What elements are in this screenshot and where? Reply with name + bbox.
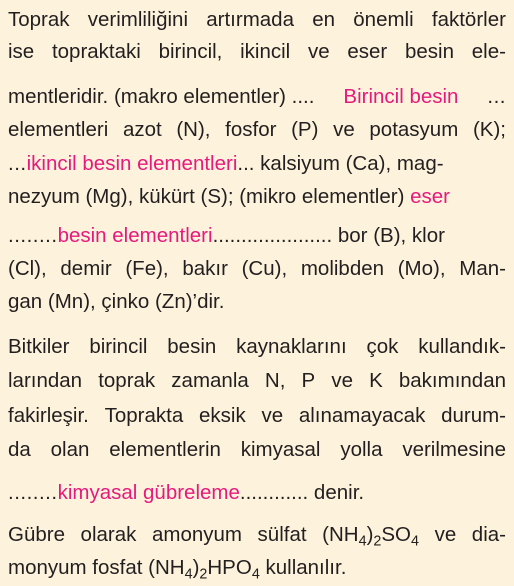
fill-dots: ... [487, 85, 506, 108]
word: bakır [182, 257, 228, 280]
word: verilmesine [402, 438, 506, 461]
word: faktörler [431, 8, 506, 31]
subscript: 4 [411, 533, 419, 550]
word: artırmada [206, 8, 294, 31]
p1-line-5 [8, 149, 444, 179]
p2-line-1 [8, 332, 506, 362]
p1-line-4 [8, 115, 506, 145]
word: fakirleşir. [8, 404, 89, 427]
fill-dots: ........ [8, 481, 58, 504]
word: önemli [353, 8, 414, 31]
word: Toprakta [104, 404, 184, 427]
word: ikincil [240, 40, 291, 63]
word: birincil, [158, 40, 223, 63]
word: ve [261, 404, 284, 427]
answer-besin-elementleri: besin elementleri [57, 224, 213, 247]
word: elementleri [8, 118, 109, 141]
word: (Fe), [125, 257, 169, 280]
p1-line-1 [8, 5, 506, 35]
p2-line-5 [8, 478, 364, 508]
word: demir [60, 257, 112, 280]
word: Bitkiler [8, 335, 70, 358]
word: potasyum [369, 118, 459, 141]
word: durum- [441, 404, 506, 427]
word: larından [8, 369, 83, 392]
word: ve [307, 40, 330, 63]
word: verimliliğini [87, 8, 189, 31]
p3-text: SO [381, 523, 411, 546]
word: zamanla [171, 369, 249, 392]
subscript: 2 [373, 533, 382, 550]
subscript: 4 [251, 566, 260, 583]
answer-birincil-besin: Birincil besin [343, 85, 459, 108]
p2-line-2 [8, 366, 506, 396]
answer-eser: eser [410, 185, 450, 208]
word: (Cu), [241, 257, 288, 280]
p1-line-9 [8, 287, 224, 317]
word: Man- [459, 257, 506, 280]
fill-dots: ... [8, 152, 27, 175]
answer-ikincil-besin-elementleri: ikincil besin elementleri [26, 152, 238, 175]
word: eser [347, 40, 388, 63]
word: (N), [176, 118, 211, 141]
p1-line-8 [8, 254, 506, 284]
word: ve [333, 118, 355, 141]
subscript: 2 [199, 566, 208, 583]
word: molibden [300, 257, 385, 280]
word: fosfor [225, 118, 277, 141]
p1-line-5-text: ... kalsiyum (Ca), mag- [237, 152, 444, 175]
word: kaynaklarını [236, 335, 347, 358]
p1-line-6-text: nezyum (Mg), kükürt (S); (mikro elementler) [8, 185, 411, 208]
word: (Mo), [397, 257, 446, 280]
p3-text: ) [366, 523, 374, 546]
word: birincil [89, 335, 148, 358]
subscript: 4 [184, 566, 193, 583]
p3-text: Gübre olarak amonyum sülfat (NH [8, 523, 359, 546]
p3-text: ) [192, 556, 200, 579]
p1-line-3 [8, 82, 506, 112]
p1-line-3-text: mentleridir. (makro elementler) .... [8, 85, 315, 108]
p3-line-2 [8, 553, 346, 583]
word: olan [50, 438, 90, 461]
p1-line-7 [8, 221, 445, 251]
p3-text: monyum fosfat (NH [8, 556, 185, 579]
p3-text: kullanılır. [259, 556, 347, 579]
word: (K); [472, 118, 506, 141]
word: eksik [199, 404, 246, 427]
word: alınamayacak [298, 404, 426, 427]
p1-line-2 [8, 37, 506, 67]
p3-text: ve dia- [418, 523, 506, 546]
word: kullandık- [418, 335, 506, 358]
word: Toprak [8, 8, 70, 31]
word: K [369, 369, 383, 392]
p3-text: HPO [207, 556, 252, 579]
word: da [8, 438, 31, 461]
word: (Cl), [8, 257, 47, 280]
subscript: 4 [358, 533, 367, 550]
p1-line-7-text: ..................... bor (B), klor [212, 224, 445, 247]
word: azot [122, 118, 162, 141]
answer-kimyasal-gubreleme: kimyasal gübreleme [57, 481, 240, 504]
word: bakımından [398, 369, 506, 392]
p2-line-4 [8, 435, 506, 465]
p1-line-6 [8, 182, 450, 212]
word: elementlerin [109, 438, 221, 461]
p3-line-1 [8, 520, 506, 550]
p2-line-3 [8, 401, 506, 431]
fill-dots: ........ [8, 224, 58, 247]
p1-line-9-text: gan (Mn), çinko (Zn)’dir. [8, 290, 225, 313]
word: toprak [98, 369, 156, 392]
word: ve [331, 369, 353, 392]
word: kimyasal [240, 438, 321, 461]
word: P [301, 369, 316, 392]
word: (P) [291, 118, 319, 141]
word: topraktaki [51, 40, 141, 63]
word: yolla [340, 438, 383, 461]
word: en [312, 8, 336, 31]
word: N, [264, 369, 286, 392]
word: besin [167, 335, 217, 358]
p2-line-5-text: ............ denir. [239, 481, 365, 504]
word: besin [404, 40, 454, 63]
word: ele- [471, 40, 506, 63]
word: çok [366, 335, 399, 358]
word: ise [8, 40, 35, 63]
